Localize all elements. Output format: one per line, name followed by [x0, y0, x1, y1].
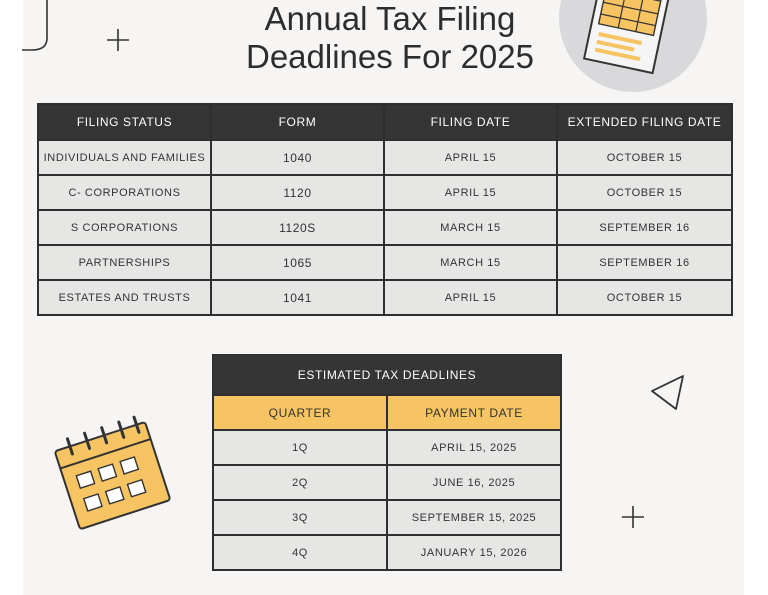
estimated-tax-table [212, 354, 562, 571]
payment-date-cell: JUNE 16, 2025 [387, 465, 561, 500]
extended-date-cell: SEPTEMBER 16 [557, 210, 732, 245]
payment-date-cell: SEPTEMBER 15, 2025 [387, 500, 561, 535]
extended-date-cell: OCTOBER 15 [557, 175, 732, 210]
table-row [38, 140, 732, 175]
column-header: FILING STATUS [38, 104, 211, 140]
table-row [213, 465, 561, 500]
table-header-row [38, 104, 732, 140]
title-line-2: Deadlines For 2025 [245, 38, 534, 75]
extended-date-cell: OCTOBER 15 [557, 280, 732, 315]
filing-status-cell: PARTNERSHIPS [38, 245, 211, 280]
table-row [38, 280, 732, 315]
column-header: FILING DATE [384, 104, 557, 140]
table-header-row [213, 395, 561, 430]
quarter-cell: 3Q [213, 500, 387, 535]
form-cell: 1040 [211, 140, 384, 175]
table-row [38, 210, 732, 245]
column-header: QUARTER [213, 395, 387, 430]
extended-date-cell: SEPTEMBER 16 [557, 245, 732, 280]
filing-date-cell: APRIL 15 [384, 280, 557, 315]
form-cell: 1120S [211, 210, 384, 245]
column-header: PAYMENT DATE [387, 395, 561, 430]
table-title-row [213, 355, 561, 395]
column-header: EXTENDED FILING DATE [557, 104, 732, 140]
table-row [213, 500, 561, 535]
table-row [38, 245, 732, 280]
page-title [140, 0, 640, 76]
form-cell: 1120 [211, 175, 384, 210]
filing-date-cell: MARCH 15 [384, 245, 557, 280]
filing-deadlines-table [37, 103, 733, 316]
title-line-1: Annual Tax Filing [264, 0, 516, 37]
triangle-icon [648, 373, 686, 413]
column-header: FORM [211, 104, 384, 140]
payment-date-cell: APRIL 15, 2025 [387, 430, 561, 465]
filing-status-cell: ESTATES AND TRUSTS [38, 280, 211, 315]
estimated-table-title: ESTIMATED TAX DEADLINES [213, 355, 561, 395]
form-cell: 1065 [211, 245, 384, 280]
quarter-cell: 1Q [213, 430, 387, 465]
corner-curve-decoration [20, 0, 50, 55]
quarter-cell: 4Q [213, 535, 387, 570]
table-row [38, 175, 732, 210]
payment-date-cell: JANUARY 15, 2026 [387, 535, 561, 570]
filing-date-cell: APRIL 15 [384, 175, 557, 210]
plus-icon [106, 28, 130, 52]
form-cell: 1041 [211, 280, 384, 315]
filing-status-cell: C- CORPORATIONS [38, 175, 211, 210]
plus-icon [621, 505, 645, 529]
filing-date-cell: MARCH 15 [384, 210, 557, 245]
table-row [213, 535, 561, 570]
calendar-icon [52, 412, 177, 530]
filing-status-cell: S CORPORATIONS [38, 210, 211, 245]
quarter-cell: 2Q [213, 465, 387, 500]
filing-date-cell: APRIL 15 [384, 140, 557, 175]
extended-date-cell: OCTOBER 15 [557, 140, 732, 175]
table-row [213, 430, 561, 465]
filing-status-cell: INDIVIDUALS AND FAMILIES [38, 140, 211, 175]
